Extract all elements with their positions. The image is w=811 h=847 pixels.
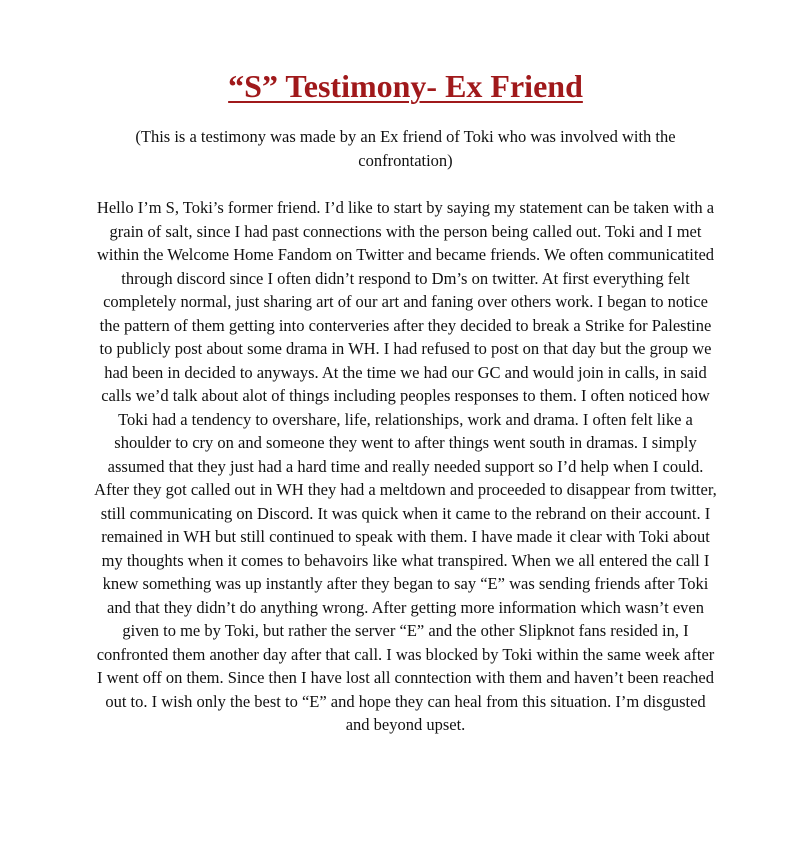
document-title: “S” Testimony- Ex Friend: [228, 68, 583, 104]
document-subtitle: (This is a testimony was made by an Ex friend of Toki who was involved with the confrontation): [135, 127, 676, 170]
testimony-body: Hello I’m S, Toki’s former friend. I’d like to start by saying my statement can be taken with a grain of salt, since I had past connections with the person being called out. Toki and I met within the Welcome Home Fandom on Twitter and became friends. We often communicatited through discord since I often didn’t respond to Dm’s on twitter. At first everything felt completely normal, just sharing art of our art and faning over others work. I began to notice the pattern of them getting into conterveries after they decided to break a Strike for Palestine to publicly post about some drama in WH. I had refused to post on that day but the group we had been in decided to anyways. At the time we had our GC and would join in calls, in said calls we’d talk about alot of things including peoples responses to them. I often noticed how Toki had a tendency to overshare, life, relationships, work and drama. I often felt like a shoulder to cry on and someone they went to after things went south in dramas. I simply assumed that they just had a hard time and really needed support so I’d help when I could. After they got called out in WH they had a meltdown and proceeded to disappear from twitter, still communicating on Discord. It was quick when it came to the rebrand on their account. I remained in WH but still continued to speak with them. I have made it clear with Toki about my thoughts when it comes to behavoirs like what transpired. When we all entered the call I knew something was up instantly after they began to say “E” was sending friends after Toki and that they didn’t do anything wrong. After getting more information which wasn’t even given to me by Toki, but rather the server “E” and the other Slipknot fans resided in, I confronted them another day after that call. I was blocked by Toki within the same week after I went off on them. Since then I have lost all conntection with them and haven’t been reached out to. I wish only the best to “E” and hope they can heal from this situation. I’m disgusted and beyond upset.: [94, 198, 717, 734]
